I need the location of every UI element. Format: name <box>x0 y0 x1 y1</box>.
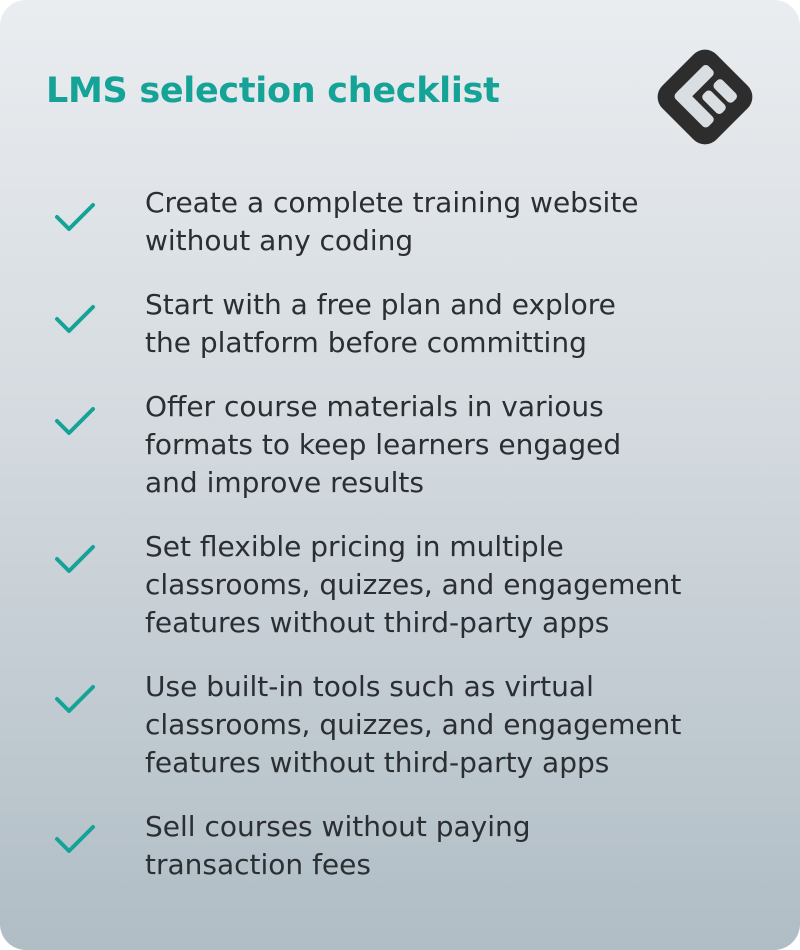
checkmark-icon <box>52 822 98 856</box>
checkmark-icon <box>52 404 98 438</box>
page-title: LMS selection checklist <box>46 71 500 111</box>
checkmark-icon <box>52 200 98 234</box>
checklist-item-text: Create a complete training website without any coding <box>145 186 639 257</box>
checklist-item-text: Sell courses without paying transaction fees <box>145 810 531 881</box>
checklist-item-text: Offer course materials in various formats to keep learners engaged and improve results <box>145 390 622 499</box>
checkmark-icon <box>52 682 98 716</box>
checklist-item-text: Use built-in tools such as virtual classrooms, quizzes, and engagement features without third-party apps <box>145 670 682 779</box>
checklist-item-text: Start with a free plan and explore the platform before committing <box>145 288 616 359</box>
checklist-item-text: Set flexible pricing in multiple classrooms, quizzes, and engagement features without third-party apps <box>145 530 682 639</box>
brand-logo-icon <box>652 44 758 150</box>
checkmark-icon <box>52 302 98 336</box>
checkmark-icon <box>52 542 98 576</box>
